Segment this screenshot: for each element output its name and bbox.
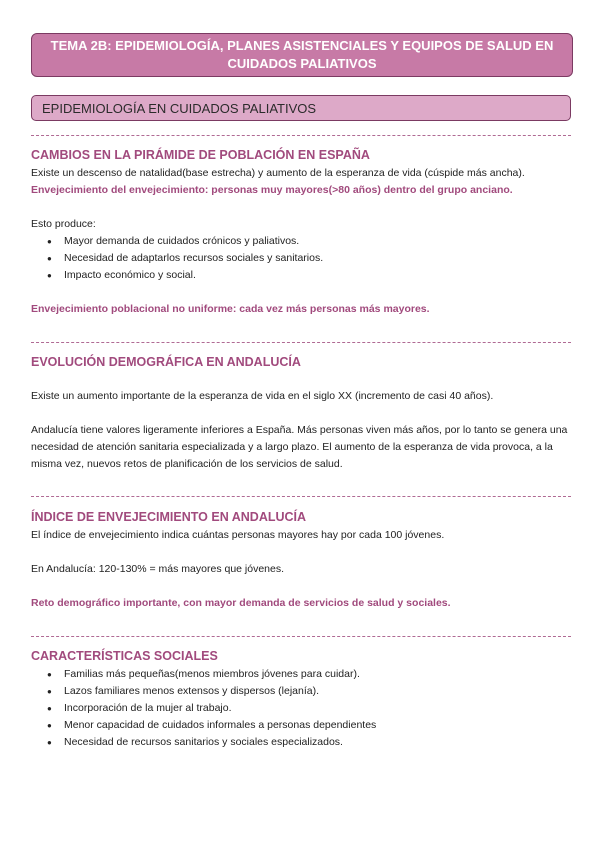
- divider: [31, 636, 571, 637]
- list-item: ● Familias más pequeñas(menos miembros jóvenes para cuidar).: [31, 666, 376, 683]
- title-line-1: TEMA 2B: EPIDEMIOLOGÍA, PLANES ASISTENCIALES Y EQUIPOS DE SALUD EN: [50, 38, 554, 53]
- paragraph: Esto produce:: [31, 218, 96, 230]
- list-item: ● Lazos familiares menos extensos y dispersos (lejanía).: [31, 683, 376, 700]
- divider: [31, 496, 571, 497]
- section-heading: EVOLUCIÓN DEMOGRÁFICA EN ANDALUCÍA: [31, 355, 301, 369]
- section-heading: CAMBIOS EN LA PIRÁMIDE DE POBLACIÓN EN ESPAÑA: [31, 148, 370, 162]
- section-subtitle: EPIDEMIOLOGÍA EN CUIDADOS PALIATIVOS: [31, 95, 571, 121]
- list-item: ● Menor capacidad de cuidados informales a personas dependientes: [31, 717, 376, 734]
- paragraph: Existe un descenso de natalidad(base estrecha) y aumento de la esperanza de vida (cúspide más ancha).: [31, 167, 525, 179]
- list-item: ● Incorporación de la mujer al trabajo.: [31, 700, 376, 717]
- title-line-2: CUIDADOS PALIATIVOS: [227, 56, 377, 71]
- section-heading: CARACTERÍSTICAS SOCIALES: [31, 649, 218, 663]
- document-title: [31, 33, 573, 77]
- list-item: ● Mayor demanda de cuidados crónicos y paliativos.: [31, 233, 323, 250]
- highlight-paragraph: Reto demográfico importante, con mayor demanda de servicios de salud y sociales.: [31, 597, 451, 609]
- paragraph: En Andalucía: 120-130% = más mayores que jóvenes.: [31, 563, 285, 575]
- paragraph: Existe un aumento importante de la esperanza de vida en el siglo XX (incremento de casi 40 años).: [31, 390, 494, 402]
- highlight-paragraph: Envejecimiento poblacional no uniforme: cada vez más personas más mayores.: [31, 303, 430, 315]
- bullet-list: [31, 666, 376, 751]
- paragraph: El índice de envejecimiento indica cuántas personas mayores hay por cada 100 jóvenes.: [31, 529, 445, 541]
- highlight-paragraph: Envejecimiento del envejecimiento: personas muy mayores(>80 años) dentro del grupo anciano.: [31, 184, 513, 196]
- list-item: ● Necesidad de recursos sanitarios y sociales especializados.: [31, 734, 376, 751]
- list-item: ● Necesidad de adaptarlos recursos sociales y sanitarios.: [31, 250, 323, 267]
- section-heading: ÍNDICE DE ENVEJECIMIENTO EN ANDALUCÍA: [31, 510, 307, 524]
- bullet-list: [31, 233, 323, 284]
- divider: [31, 135, 571, 136]
- list-item: ● Impacto económico y social.: [31, 267, 323, 284]
- divider: [31, 342, 571, 343]
- paragraph: Andalucía tiene valores ligeramente inferiores a España. Más personas viven más años, por lo tanto se genera una necesidad de atención sanitaria especializada y a largo plazo. El aumento de la esperanza de vida provoca, a la misma vez, nuevos retos de planificación de los servicios de salud.: [31, 424, 568, 470]
